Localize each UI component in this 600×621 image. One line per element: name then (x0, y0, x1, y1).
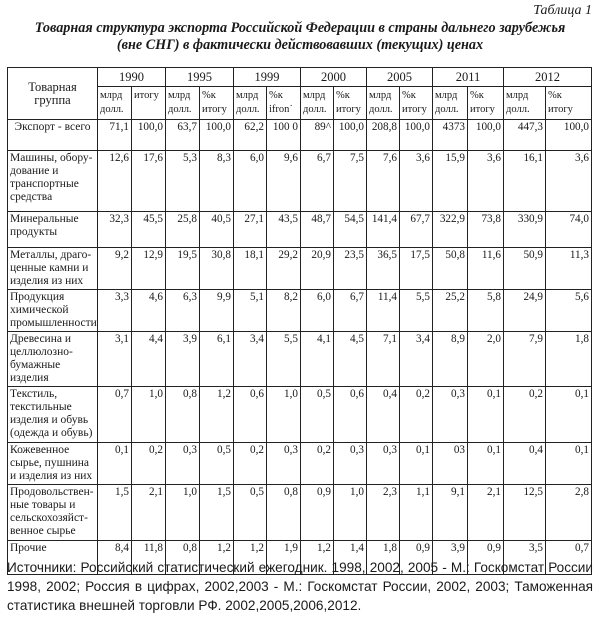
cell-value-percent: 74,0 (546, 212, 592, 248)
column-header-group: Товарная группа (8, 68, 98, 120)
table-row-textiles (8, 387, 592, 443)
year-header: 2011 (433, 68, 504, 87)
cell-value-bln-usd: 0,2 (504, 387, 546, 443)
cell-value-percent: 23,5 (334, 248, 367, 290)
cell-value-percent: 11,6 (468, 248, 504, 290)
cell-value-percent: 5,5 (400, 290, 433, 332)
cell-value-bln-usd: 3,9 (166, 332, 200, 387)
cell-value-percent: 11,8 (132, 541, 166, 575)
cell-value-percent: 5,6 (546, 290, 592, 332)
year-header: 1990 (98, 68, 166, 87)
cell-value-bln-usd: 3,3 (98, 290, 132, 332)
cell-value-percent: 0,1 (468, 387, 504, 443)
unit-header: %к итогу (334, 87, 367, 120)
cell-value-bln-usd: 27,1 (234, 212, 267, 248)
cell-value-bln-usd: 15,9 (433, 151, 468, 212)
table-title (0, 20, 600, 54)
row-label: Кожевенное сырье, пушнина и изделия из них (8, 443, 98, 485)
cell-value-percent: 1,0 (132, 387, 166, 443)
table-row-metals (8, 248, 592, 290)
cell-value-percent: 100,0 (132, 120, 166, 151)
cell-value-bln-usd: 12,6 (98, 151, 132, 212)
cell-value-percent: 0,3 (334, 443, 367, 485)
cell-value-percent: 54,5 (334, 212, 367, 248)
unit-header: млрд долл. (433, 87, 468, 120)
table-row-chemical-products (8, 290, 592, 332)
cell-value-bln-usd: 71,1 (98, 120, 132, 151)
cell-value-bln-usd: 62,2 (234, 120, 267, 151)
cell-value-bln-usd: 208,8 (367, 120, 400, 151)
year-header: 2012 (504, 68, 592, 87)
cell-value-bln-usd: 6,3 (166, 290, 200, 332)
cell-value-bln-usd: 4373 (433, 120, 468, 151)
cell-value-percent: 8,3 (200, 151, 234, 212)
cell-value-bln-usd: 20,9 (301, 248, 334, 290)
cell-value-bln-usd: 0,2 (234, 443, 267, 485)
table-row-mineral-products (8, 212, 592, 248)
row-label: Металлы, драго-ценные камни и изделия из них (8, 248, 98, 290)
year-header: 1995 (166, 68, 234, 87)
cell-value-percent: 17,5 (400, 248, 433, 290)
cell-value-percent: 45,5 (132, 212, 166, 248)
cell-value-percent: 9,9 (200, 290, 234, 332)
cell-value-percent: 100,0 (334, 120, 367, 151)
cell-value-percent: 0,6 (334, 387, 367, 443)
cell-value-bln-usd: 0,5 (234, 485, 267, 541)
cell-value-percent: 40,5 (200, 212, 234, 248)
cell-value-bln-usd: 447,3 (504, 120, 546, 151)
cell-value-bln-usd: 9,2 (98, 248, 132, 290)
cell-value-percent: 0,9 (468, 541, 504, 575)
cell-value-percent: 43,5 (267, 212, 301, 248)
unit-header: %к ifron˙ (267, 87, 301, 120)
cell-value-bln-usd: 6,7 (301, 151, 334, 212)
cell-value-percent: 73,8 (468, 212, 504, 248)
year-header: 1999 (234, 68, 301, 87)
cell-value-percent: 100,0 (468, 120, 504, 151)
cell-value-percent: 1,1 (400, 485, 433, 541)
cell-value-bln-usd: 4,1 (301, 332, 334, 387)
cell-value-percent: 29,2 (267, 248, 301, 290)
cell-value-bln-usd: 0,7 (98, 387, 132, 443)
cell-value-bln-usd: 3,4 (234, 332, 267, 387)
cell-value-percent: 3,6 (400, 151, 433, 212)
cell-value-percent: 4,5 (334, 332, 367, 387)
cell-value-percent: 0,1 (546, 387, 592, 443)
unit-header: %к итогу (468, 87, 504, 120)
cell-value-bln-usd: 89^ (301, 120, 334, 151)
cell-value-bln-usd: 2,3 (367, 485, 400, 541)
cell-value-percent: 100,0 (200, 120, 234, 151)
table-number-label: Таблица 1 (533, 3, 592, 18)
cell-value-bln-usd: 12,5 (504, 485, 546, 541)
cell-value-percent: 100 0 (267, 120, 301, 151)
unit-header: %к итогу (200, 87, 234, 120)
cell-value-percent: 2,1 (468, 485, 504, 541)
cell-value-bln-usd: 25,8 (166, 212, 200, 248)
cell-value-bln-usd: 7,1 (367, 332, 400, 387)
cell-value-bln-usd: 11,4 (367, 290, 400, 332)
cell-value-percent: 30,8 (200, 248, 234, 290)
cell-value-bln-usd: 0,6 (234, 387, 267, 443)
row-label: Текстиль, текстильные изделия и обувь (одежда и обувь) (8, 387, 98, 443)
cell-value-percent: 1,5 (200, 485, 234, 541)
cell-value-percent: 0,2 (400, 387, 433, 443)
cell-value-percent: 0,9 (400, 541, 433, 575)
cell-value-bln-usd: 1,2 (301, 541, 334, 575)
cell-value-bln-usd: 24,9 (504, 290, 546, 332)
cell-value-percent: 4,4 (132, 332, 166, 387)
table-title-line-2: (вне СНГ) в фактически действовавших (текущих) ценах (116, 37, 484, 53)
cell-value-percent: 1,2 (200, 387, 234, 443)
cell-value-bln-usd: 03 (433, 443, 468, 485)
cell-value-bln-usd: 3,5 (504, 541, 546, 575)
cell-value-percent: 1,0 (267, 387, 301, 443)
sources-note: Источники: Российский статистический ежегодник. 1998, 2002, 2005 - М.: Госкомстат России 1998, 2002; Россия в цифрах, 2002,2003 - М.: Госкомстат России, 2002, 2003; Таможенная статистика внешней торговли РФ. 2002,2005,2006,2012. (7, 560, 593, 613)
year-header: 2005 (367, 68, 433, 87)
cell-value-bln-usd: 9,1 (433, 485, 468, 541)
cell-value-percent: 1,0 (334, 485, 367, 541)
cell-value-percent: 0,7 (546, 541, 592, 575)
cell-value-percent: 0,1 (400, 443, 433, 485)
cell-value-percent: 2,0 (468, 332, 504, 387)
cell-value-bln-usd: 36,5 (367, 248, 400, 290)
cell-value-bln-usd: 0,2 (301, 443, 334, 485)
cell-value-bln-usd: 50,8 (433, 248, 468, 290)
cell-value-percent: 9,6 (267, 151, 301, 212)
cell-value-bln-usd: 322,9 (433, 212, 468, 248)
table-row-machinery (8, 151, 592, 212)
unit-header: млрд долл. (367, 87, 400, 120)
unit-header: %к итогу (546, 87, 592, 120)
cell-value-percent: 1,4 (334, 541, 367, 575)
cell-value-bln-usd: 0,3 (367, 443, 400, 485)
cell-value-percent: 11,3 (546, 248, 592, 290)
cell-value-bln-usd: 6,0 (234, 151, 267, 212)
cell-value-percent: 7,5 (334, 151, 367, 212)
cell-value-percent: 0,3 (267, 443, 301, 485)
cell-value-percent: 0,5 (200, 443, 234, 485)
table-row-total (8, 120, 592, 151)
cell-value-percent: 8,2 (267, 290, 301, 332)
cell-value-bln-usd: 6,0 (301, 290, 334, 332)
cell-value-percent: 3,4 (400, 332, 433, 387)
cell-value-bln-usd: 48,7 (301, 212, 334, 248)
cell-value-bln-usd: 63,7 (166, 120, 200, 151)
cell-value-percent: 6,1 (200, 332, 234, 387)
cell-value-bln-usd: 5,1 (234, 290, 267, 332)
cell-value-bln-usd: 16,1 (504, 151, 546, 212)
cell-value-bln-usd: 0,3 (166, 443, 200, 485)
row-label: Древесина и целлюлозно-бумажные изделия (8, 332, 98, 387)
cell-value-bln-usd: 19,5 (166, 248, 200, 290)
cell-value-percent: 1,9 (267, 541, 301, 575)
cell-value-bln-usd: 25,2 (433, 290, 468, 332)
cell-value-percent: 3,6 (546, 151, 592, 212)
unit-header: млрд долл. (504, 87, 546, 120)
cell-value-bln-usd: 1,0 (166, 485, 200, 541)
cell-value-percent: 100,0 (400, 120, 433, 151)
cell-value-bln-usd: 3,9 (433, 541, 468, 575)
cell-value-bln-usd: 50,9 (504, 248, 546, 290)
unit-header: %к итогу (400, 87, 433, 120)
unit-header: млрд долл. (98, 87, 132, 120)
cell-value-percent: 2,1 (132, 485, 166, 541)
cell-value-percent: 0,1 (546, 443, 592, 485)
cell-value-bln-usd: 3,1 (98, 332, 132, 387)
cell-value-percent: 67,7 (400, 212, 433, 248)
cell-value-bln-usd: 5,3 (166, 151, 200, 212)
cell-value-bln-usd: 0,8 (166, 541, 200, 575)
row-label: Экспорт - всего (8, 120, 98, 151)
cell-value-bln-usd: 0,1 (98, 443, 132, 485)
cell-value-percent: 1,2 (200, 541, 234, 575)
table-row-leather-furs (8, 443, 592, 485)
cell-value-percent: 6,7 (334, 290, 367, 332)
cell-value-bln-usd: 8,4 (98, 541, 132, 575)
cell-value-percent: 4,6 (132, 290, 166, 332)
row-label: Машины, обору-дование и транспортные средства (8, 151, 98, 212)
unit-header: млрд долл. (166, 87, 200, 120)
row-label: Минеральные продукты (8, 212, 98, 248)
row-label: Прочие (8, 541, 98, 575)
cell-value-percent: 5,5 (267, 332, 301, 387)
table-row-wood-pulp-paper (8, 332, 592, 387)
cell-value-bln-usd: 32,3 (98, 212, 132, 248)
cell-value-percent: 100,0 (546, 120, 592, 151)
cell-value-bln-usd: 8,9 (433, 332, 468, 387)
cell-value-percent: 0,1 (468, 443, 504, 485)
cell-value-percent: 0,2 (132, 443, 166, 485)
cell-value-bln-usd: 7,6 (367, 151, 400, 212)
cell-value-bln-usd: 141,4 (367, 212, 400, 248)
cell-value-bln-usd: 0,5 (301, 387, 334, 443)
year-header-row (8, 68, 592, 87)
export-structure-table (7, 67, 592, 575)
cell-value-bln-usd: 0,4 (504, 443, 546, 485)
table-title-line-1: Товарная структура экспорта Российской Федерации в страны дальнего зарубежья (34, 20, 566, 36)
cell-value-bln-usd: 0,4 (367, 387, 400, 443)
cell-value-bln-usd: 0,3 (433, 387, 468, 443)
table-row-food-agricultural (8, 485, 592, 541)
cell-value-bln-usd: 18,1 (234, 248, 267, 290)
cell-value-percent: 1,8 (546, 332, 592, 387)
unit-header: млрд долл. (301, 87, 334, 120)
cell-value-percent: 3,6 (468, 151, 504, 212)
cell-value-percent: 17,6 (132, 151, 166, 212)
cell-value-bln-usd: 1,8 (367, 541, 400, 575)
cell-value-bln-usd: 0,9 (301, 485, 334, 541)
cell-value-percent: 2,8 (546, 485, 592, 541)
cell-value-percent: 12,9 (132, 248, 166, 290)
row-label: Продовольствен-ные товары и сельскохозяйст-венное сырье (8, 485, 98, 541)
cell-value-bln-usd: 1,5 (98, 485, 132, 541)
cell-value-bln-usd: 7,9 (504, 332, 546, 387)
cell-value-percent: 0,8 (267, 485, 301, 541)
cell-value-bln-usd: 1,2 (234, 541, 267, 575)
row-label: Продукция химической промышленности (8, 290, 98, 332)
unit-header: млрд долл. (234, 87, 267, 120)
year-header: 2000 (301, 68, 367, 87)
cell-value-bln-usd: 0,8 (166, 387, 200, 443)
cell-value-bln-usd: 330,9 (504, 212, 546, 248)
cell-value-percent: 5,8 (468, 290, 504, 332)
unit-header: итогу (132, 87, 166, 120)
